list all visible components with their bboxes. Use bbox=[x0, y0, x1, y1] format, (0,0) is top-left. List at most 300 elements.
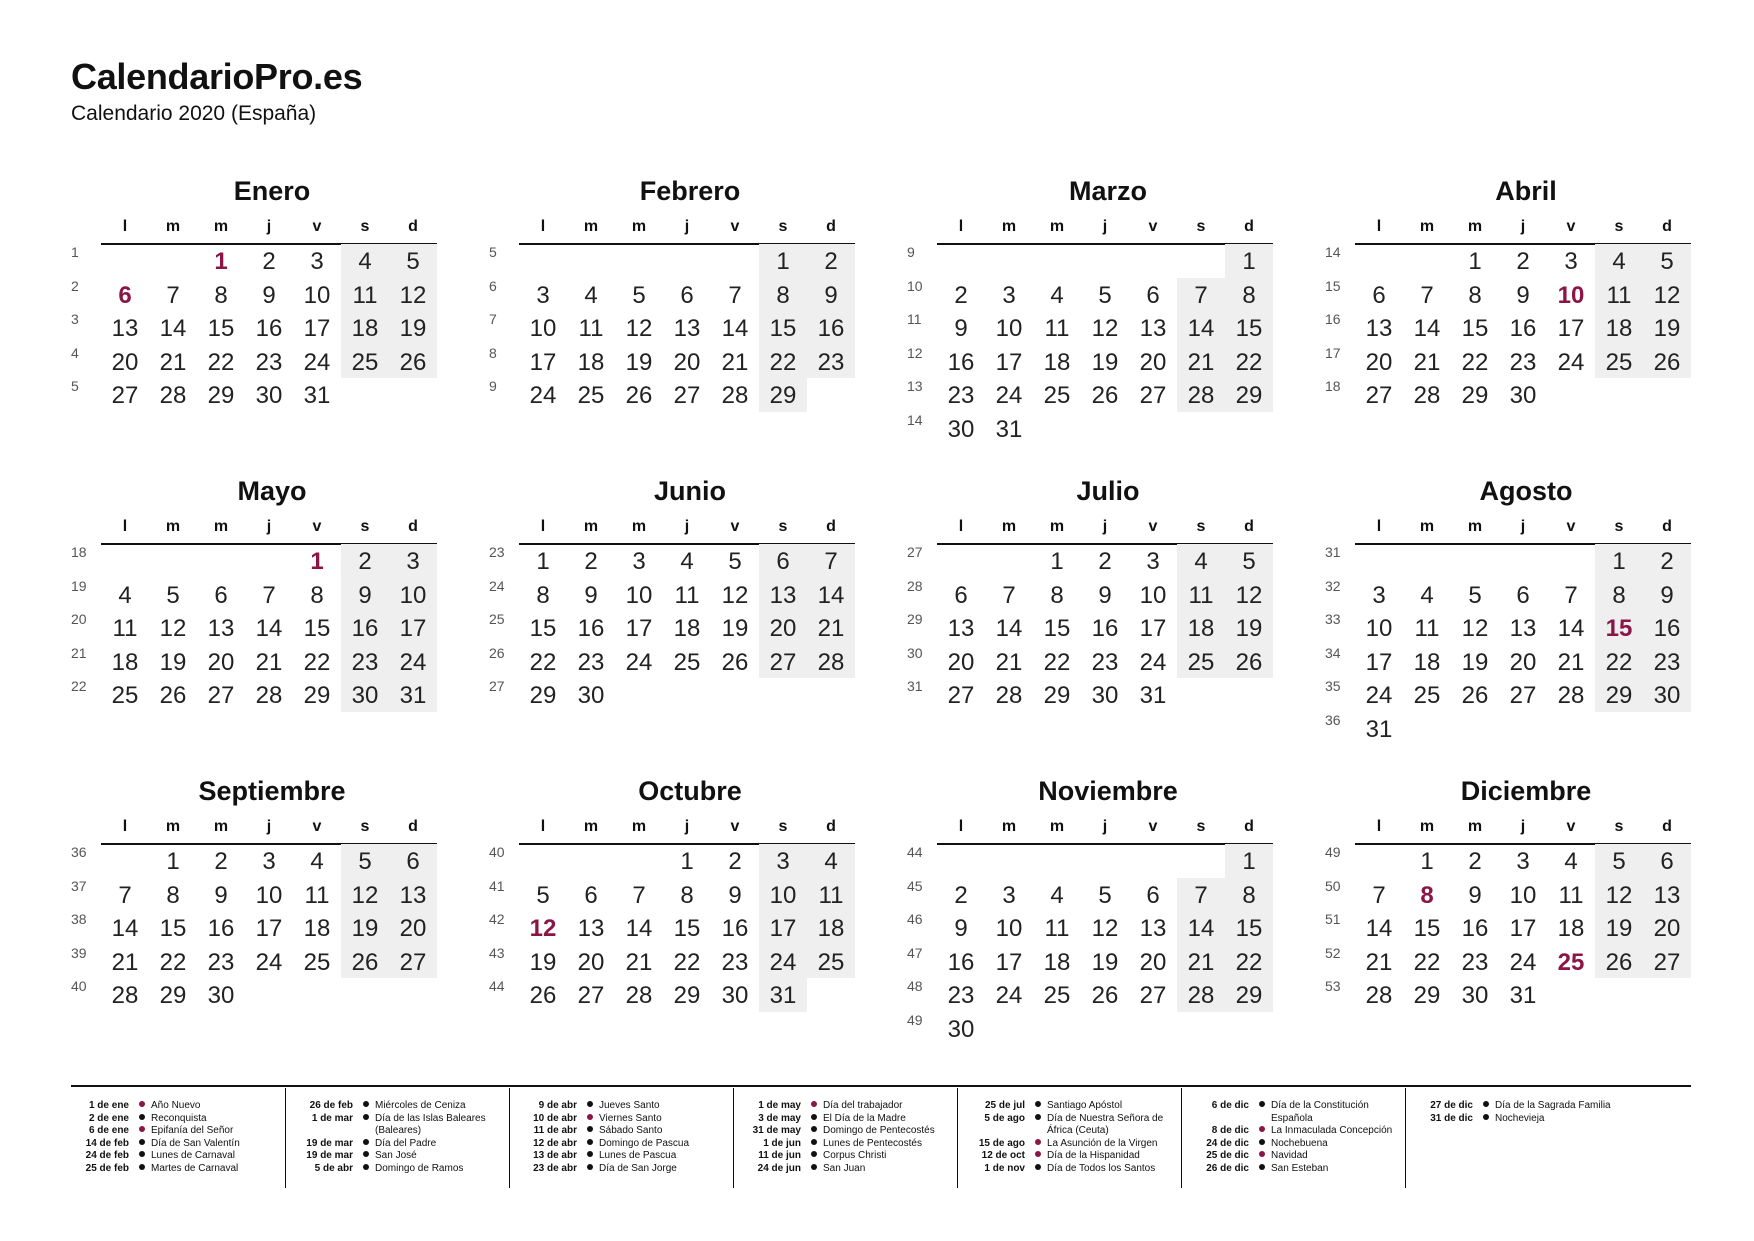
day-cell[interactable]: 10 bbox=[995, 315, 1023, 342]
day-cell[interactable]: 14 bbox=[721, 315, 749, 342]
day-cell[interactable]: 2 bbox=[954, 281, 968, 309]
day-cell[interactable]: 5 bbox=[1242, 548, 1256, 575]
day-cell[interactable]: 9 bbox=[728, 881, 742, 909]
day-cell[interactable]: 13 bbox=[1365, 315, 1393, 342]
day-cell[interactable]: 15 bbox=[769, 315, 797, 342]
day-cell[interactable]: 20 bbox=[947, 648, 975, 676]
day-cell[interactable]: 19 bbox=[159, 648, 187, 676]
day-cell[interactable]: 20 bbox=[1139, 948, 1167, 976]
day-cell[interactable]: 25 bbox=[303, 948, 331, 976]
day-cell[interactable]: 2 bbox=[728, 848, 742, 875]
day-cell[interactable]: 12 bbox=[1091, 915, 1119, 942]
day-cell[interactable]: 27 bbox=[769, 648, 797, 676]
day-cell[interactable]: 4 bbox=[1050, 281, 1064, 309]
day-cell[interactable]: 16 bbox=[1653, 615, 1681, 642]
day-cell[interactable]: 24 bbox=[769, 948, 797, 976]
day-cell[interactable]: 7 bbox=[1002, 581, 1016, 609]
day-cell[interactable]: 14 bbox=[1187, 915, 1215, 942]
day-cell[interactable]: 14 bbox=[255, 615, 283, 642]
day-cell[interactable]: 8 bbox=[1242, 881, 1256, 909]
day-cell[interactable]: 25 bbox=[577, 382, 605, 409]
day-cell[interactable]: 4 bbox=[118, 581, 132, 609]
day-cell[interactable]: 27 bbox=[577, 982, 605, 1009]
day-cell[interactable]: 28 bbox=[159, 382, 187, 409]
day-cell[interactable]: 26 bbox=[1235, 648, 1263, 676]
day-cell[interactable]: 6 bbox=[1146, 281, 1160, 309]
day-cell[interactable]: 12 bbox=[1605, 881, 1633, 909]
day-cell[interactable]: 1 bbox=[1612, 548, 1626, 575]
day-cell[interactable]: 10 bbox=[769, 881, 797, 909]
day-cell[interactable]: 11 bbox=[1044, 915, 1070, 942]
day-cell[interactable]: 13 bbox=[673, 315, 701, 342]
day-cell[interactable]: 4 bbox=[680, 548, 694, 575]
day-cell[interactable]: 15 bbox=[1235, 315, 1263, 342]
day-cell[interactable]: 19 bbox=[399, 315, 427, 342]
day-cell[interactable]: 22 bbox=[1235, 348, 1263, 376]
day-cell[interactable]: 20 bbox=[1653, 915, 1681, 942]
day-cell[interactable]: 13 bbox=[947, 615, 975, 642]
day-cell[interactable]: 18 bbox=[111, 648, 139, 676]
day-cell[interactable]: 19 bbox=[625, 348, 653, 376]
day-cell[interactable]: 12 bbox=[1235, 581, 1263, 609]
day-cell[interactable]: 17 bbox=[995, 348, 1023, 376]
day-cell[interactable]: 24 bbox=[399, 648, 427, 676]
day-cell[interactable]: 5 bbox=[406, 248, 420, 275]
day-cell[interactable]: 5 bbox=[166, 581, 180, 609]
day-cell[interactable]: 2 bbox=[214, 848, 228, 875]
day-cell[interactable]: 18 bbox=[1557, 915, 1585, 942]
holiday-day[interactable]: 10 bbox=[1557, 281, 1585, 309]
day-cell[interactable]: 18 bbox=[1043, 348, 1071, 376]
day-cell[interactable]: 21 bbox=[111, 948, 139, 976]
day-cell[interactable]: 10 bbox=[399, 581, 427, 609]
day-cell[interactable]: 17 bbox=[995, 948, 1023, 976]
day-cell[interactable]: 10 bbox=[529, 315, 557, 342]
day-cell[interactable]: 25 bbox=[673, 648, 701, 676]
day-cell[interactable]: 7 bbox=[1194, 281, 1208, 309]
day-cell[interactable]: 3 bbox=[776, 848, 790, 875]
holiday-day[interactable]: 8 bbox=[1420, 881, 1434, 909]
day-cell[interactable]: 20 bbox=[399, 915, 427, 942]
day-cell[interactable]: 24 bbox=[255, 948, 283, 976]
day-cell[interactable]: 18 bbox=[351, 315, 379, 342]
day-cell[interactable]: 18 bbox=[1187, 615, 1215, 642]
day-cell[interactable]: 8 bbox=[310, 581, 324, 609]
day-cell[interactable]: 2 bbox=[584, 548, 598, 575]
day-cell[interactable]: 22 bbox=[1413, 948, 1441, 976]
day-cell[interactable]: 16 bbox=[1461, 915, 1489, 942]
day-cell[interactable]: 10 bbox=[1509, 881, 1537, 909]
day-cell[interactable]: 13 bbox=[577, 915, 605, 942]
day-cell[interactable]: 25 bbox=[817, 948, 845, 976]
day-cell[interactable]: 28 bbox=[721, 382, 749, 409]
day-cell[interactable]: 23 bbox=[1091, 648, 1119, 676]
holiday-day[interactable]: 1 bbox=[310, 548, 324, 575]
day-cell[interactable]: 8 bbox=[1242, 281, 1256, 309]
day-cell[interactable]: 2 bbox=[824, 248, 838, 275]
day-cell[interactable]: 29 bbox=[529, 682, 557, 709]
day-cell[interactable]: 9 bbox=[1468, 881, 1482, 909]
day-cell[interactable]: 18 bbox=[303, 915, 331, 942]
day-cell[interactable]: 22 bbox=[1461, 348, 1489, 376]
day-cell[interactable]: 14 bbox=[1365, 915, 1393, 942]
day-cell[interactable]: 26 bbox=[721, 648, 749, 676]
day-cell[interactable]: 29 bbox=[303, 682, 331, 709]
day-cell[interactable]: 1 bbox=[776, 248, 790, 275]
day-cell[interactable]: 30 bbox=[207, 982, 235, 1009]
day-cell[interactable]: 22 bbox=[207, 348, 235, 376]
day-cell[interactable]: 15 bbox=[1235, 915, 1263, 942]
day-cell[interactable]: 14 bbox=[159, 315, 187, 342]
day-cell[interactable]: 28 bbox=[1557, 682, 1585, 709]
day-cell[interactable]: 25 bbox=[1043, 982, 1071, 1009]
day-cell[interactable]: 21 bbox=[159, 348, 187, 376]
day-cell[interactable]: 29 bbox=[1461, 382, 1489, 409]
day-cell[interactable]: 24 bbox=[1557, 348, 1585, 376]
day-cell[interactable]: 30 bbox=[1461, 982, 1489, 1009]
day-cell[interactable]: 27 bbox=[399, 948, 427, 976]
day-cell[interactable]: 4 bbox=[358, 248, 372, 275]
day-cell[interactable]: 11 bbox=[1044, 315, 1070, 342]
day-cell[interactable]: 20 bbox=[673, 348, 701, 376]
day-cell[interactable]: 3 bbox=[1002, 881, 1016, 909]
day-cell[interactable]: 6 bbox=[680, 281, 694, 309]
day-cell[interactable]: 8 bbox=[214, 281, 228, 309]
day-cell[interactable]: 12 bbox=[351, 881, 379, 909]
day-cell[interactable]: 7 bbox=[262, 581, 276, 609]
day-cell[interactable]: 29 bbox=[769, 382, 797, 409]
day-cell[interactable]: 3 bbox=[632, 548, 646, 575]
day-cell[interactable]: 4 bbox=[310, 848, 324, 875]
day-cell[interactable]: 7 bbox=[824, 548, 838, 575]
day-cell[interactable]: 20 bbox=[1365, 348, 1393, 376]
day-cell[interactable]: 17 bbox=[255, 915, 283, 942]
day-cell[interactable]: 17 bbox=[1509, 915, 1537, 942]
day-cell[interactable]: 4 bbox=[1194, 548, 1208, 575]
day-cell[interactable]: 26 bbox=[1605, 948, 1633, 976]
day-cell[interactable]: 19 bbox=[1605, 915, 1633, 942]
day-cell[interactable]: 22 bbox=[159, 948, 187, 976]
day-cell[interactable]: 15 bbox=[159, 915, 187, 942]
day-cell[interactable]: 21 bbox=[721, 348, 749, 376]
day-cell[interactable]: 14 bbox=[111, 915, 139, 942]
day-cell[interactable]: 14 bbox=[1187, 315, 1215, 342]
day-cell[interactable]: 10 bbox=[1365, 615, 1393, 642]
day-cell[interactable]: 24 bbox=[625, 648, 653, 676]
day-cell[interactable]: 25 bbox=[351, 348, 379, 376]
day-cell[interactable]: 4 bbox=[1612, 248, 1626, 275]
day-cell[interactable]: 10 bbox=[1139, 581, 1167, 609]
day-cell[interactable]: 30 bbox=[721, 982, 749, 1009]
day-cell[interactable]: 28 bbox=[1187, 982, 1215, 1009]
day-cell[interactable]: 3 bbox=[310, 248, 324, 275]
day-cell[interactable]: 21 bbox=[625, 948, 653, 976]
day-cell[interactable]: 29 bbox=[207, 382, 235, 409]
day-cell[interactable]: 12 bbox=[625, 315, 653, 342]
day-cell[interactable]: 22 bbox=[1605, 648, 1633, 676]
day-cell[interactable]: 16 bbox=[1509, 315, 1537, 342]
day-cell[interactable]: 21 bbox=[995, 648, 1023, 676]
day-cell[interactable]: 3 bbox=[262, 848, 276, 875]
day-cell[interactable]: 8 bbox=[1050, 581, 1064, 609]
day-cell[interactable]: 23 bbox=[207, 948, 235, 976]
day-cell[interactable]: 16 bbox=[947, 948, 975, 976]
day-cell[interactable]: 22 bbox=[303, 648, 331, 676]
day-cell[interactable]: 23 bbox=[577, 648, 605, 676]
day-cell[interactable]: 19 bbox=[351, 915, 379, 942]
day-cell[interactable]: 29 bbox=[1413, 982, 1441, 1009]
day-cell[interactable]: 15 bbox=[303, 615, 331, 642]
day-cell[interactable]: 1 bbox=[1468, 248, 1482, 275]
day-cell[interactable]: 29 bbox=[1043, 682, 1071, 709]
day-cell[interactable]: 2 bbox=[262, 248, 276, 275]
day-cell[interactable]: 8 bbox=[1612, 581, 1626, 609]
day-cell[interactable]: 24 bbox=[1139, 648, 1167, 676]
day-cell[interactable]: 26 bbox=[1091, 382, 1119, 409]
day-cell[interactable]: 26 bbox=[1461, 682, 1489, 709]
day-cell[interactable]: 13 bbox=[1139, 315, 1167, 342]
day-cell[interactable]: 13 bbox=[111, 315, 139, 342]
day-cell[interactable]: 13 bbox=[769, 581, 797, 609]
day-cell[interactable]: 29 bbox=[1235, 382, 1263, 409]
day-cell[interactable]: 17 bbox=[1557, 315, 1585, 342]
day-cell[interactable]: 26 bbox=[399, 348, 427, 376]
day-cell[interactable]: 7 bbox=[1420, 281, 1434, 309]
day-cell[interactable]: 22 bbox=[769, 348, 797, 376]
day-cell[interactable]: 19 bbox=[1235, 615, 1263, 642]
day-cell[interactable]: 30 bbox=[1653, 682, 1681, 709]
day-cell[interactable]: 17 bbox=[1365, 648, 1393, 676]
day-cell[interactable]: 6 bbox=[1372, 281, 1386, 309]
day-cell[interactable]: 6 bbox=[584, 881, 598, 909]
day-cell[interactable]: 9 bbox=[262, 281, 276, 309]
day-cell[interactable]: 6 bbox=[776, 548, 790, 575]
day-cell[interactable]: 23 bbox=[255, 348, 283, 376]
day-cell[interactable]: 19 bbox=[721, 615, 749, 642]
day-cell[interactable]: 11 bbox=[304, 881, 330, 909]
day-cell[interactable]: 11 bbox=[1606, 281, 1632, 309]
day-cell[interactable]: 1 bbox=[1420, 848, 1434, 875]
day-cell[interactable]: 30 bbox=[255, 382, 283, 409]
day-cell[interactable]: 24 bbox=[995, 382, 1023, 409]
day-cell[interactable]: 16 bbox=[817, 315, 845, 342]
day-cell[interactable]: 27 bbox=[947, 682, 975, 709]
day-cell[interactable]: 2 bbox=[954, 881, 968, 909]
day-cell[interactable]: 22 bbox=[1235, 948, 1263, 976]
day-cell[interactable]: 25 bbox=[1187, 648, 1215, 676]
day-cell[interactable]: 2 bbox=[1660, 548, 1674, 575]
day-cell[interactable]: 2 bbox=[1468, 848, 1482, 875]
day-cell[interactable]: 18 bbox=[1413, 648, 1441, 676]
day-cell[interactable]: 21 bbox=[1187, 348, 1215, 376]
day-cell[interactable]: 19 bbox=[1091, 348, 1119, 376]
day-cell[interactable]: 31 bbox=[769, 982, 797, 1009]
day-cell[interactable]: 9 bbox=[1098, 581, 1112, 609]
day-cell[interactable]: 17 bbox=[303, 315, 331, 342]
day-cell[interactable]: 22 bbox=[529, 648, 557, 676]
day-cell[interactable]: 1 bbox=[1050, 548, 1064, 575]
day-cell[interactable]: 3 bbox=[536, 281, 550, 309]
day-cell[interactable]: 9 bbox=[584, 581, 598, 609]
day-cell[interactable]: 31 bbox=[1509, 982, 1537, 1009]
day-cell[interactable]: 10 bbox=[303, 281, 331, 309]
day-cell[interactable]: 21 bbox=[1557, 648, 1585, 676]
day-cell[interactable]: 5 bbox=[1612, 848, 1626, 875]
day-cell[interactable]: 13 bbox=[1653, 881, 1681, 909]
day-cell[interactable]: 9 bbox=[1516, 281, 1530, 309]
day-cell[interactable]: 11 bbox=[578, 315, 604, 342]
day-cell[interactable]: 11 bbox=[818, 881, 844, 909]
day-cell[interactable]: 26 bbox=[529, 982, 557, 1009]
holiday-day[interactable]: 1 bbox=[214, 248, 228, 275]
day-cell[interactable]: 4 bbox=[1420, 581, 1434, 609]
day-cell[interactable]: 12 bbox=[399, 281, 427, 309]
day-cell[interactable]: 13 bbox=[399, 881, 427, 909]
day-cell[interactable]: 16 bbox=[207, 915, 235, 942]
day-cell[interactable]: 28 bbox=[111, 982, 139, 1009]
day-cell[interactable]: 13 bbox=[1139, 915, 1167, 942]
day-cell[interactable]: 22 bbox=[1043, 648, 1071, 676]
day-cell[interactable]: 26 bbox=[351, 948, 379, 976]
day-cell[interactable]: 20 bbox=[1509, 648, 1537, 676]
day-cell[interactable]: 24 bbox=[1365, 682, 1393, 709]
day-cell[interactable]: 4 bbox=[824, 848, 838, 875]
day-cell[interactable]: 2 bbox=[1516, 248, 1530, 275]
day-cell[interactable]: 26 bbox=[625, 382, 653, 409]
day-cell[interactable]: 7 bbox=[1194, 881, 1208, 909]
day-cell[interactable]: 6 bbox=[1146, 881, 1160, 909]
day-cell[interactable]: 7 bbox=[728, 281, 742, 309]
day-cell[interactable]: 21 bbox=[1413, 348, 1441, 376]
day-cell[interactable]: 11 bbox=[1188, 581, 1214, 609]
holiday-day[interactable]: 6 bbox=[118, 281, 132, 309]
day-cell[interactable]: 15 bbox=[673, 915, 701, 942]
day-cell[interactable]: 30 bbox=[947, 415, 975, 443]
day-cell[interactable]: 24 bbox=[995, 982, 1023, 1009]
day-cell[interactable]: 31 bbox=[1365, 715, 1393, 743]
day-cell[interactable]: 10 bbox=[995, 915, 1023, 942]
day-cell[interactable]: 27 bbox=[1365, 382, 1393, 409]
day-cell[interactable]: 3 bbox=[1146, 548, 1160, 575]
day-cell[interactable]: 28 bbox=[625, 982, 653, 1009]
day-cell[interactable]: 26 bbox=[1091, 982, 1119, 1009]
day-cell[interactable]: 12 bbox=[1653, 281, 1681, 309]
day-cell[interactable]: 22 bbox=[673, 948, 701, 976]
day-cell[interactable]: 14 bbox=[1557, 615, 1585, 642]
day-cell[interactable]: 30 bbox=[1509, 382, 1537, 409]
day-cell[interactable]: 26 bbox=[1653, 348, 1681, 376]
day-cell[interactable]: 16 bbox=[351, 615, 379, 642]
day-cell[interactable]: 17 bbox=[1139, 615, 1167, 642]
day-cell[interactable]: 8 bbox=[680, 881, 694, 909]
day-cell[interactable]: 28 bbox=[817, 648, 845, 676]
day-cell[interactable]: 23 bbox=[947, 982, 975, 1009]
day-cell[interactable]: 12 bbox=[159, 615, 187, 642]
day-cell[interactable]: 19 bbox=[529, 948, 557, 976]
day-cell[interactable]: 3 bbox=[1564, 248, 1578, 275]
day-cell[interactable]: 5 bbox=[728, 548, 742, 575]
day-cell[interactable]: 2 bbox=[358, 548, 372, 575]
day-cell[interactable]: 30 bbox=[351, 682, 379, 709]
day-cell[interactable]: 3 bbox=[1002, 281, 1016, 309]
day-cell[interactable]: 31 bbox=[399, 682, 427, 709]
day-cell[interactable]: 23 bbox=[1461, 948, 1489, 976]
day-cell[interactable]: 5 bbox=[536, 881, 550, 909]
day-cell[interactable]: 23 bbox=[721, 948, 749, 976]
day-cell[interactable]: 11 bbox=[1558, 881, 1584, 909]
day-cell[interactable]: 19 bbox=[1091, 948, 1119, 976]
day-cell[interactable]: 15 bbox=[207, 315, 235, 342]
day-cell[interactable]: 18 bbox=[1605, 315, 1633, 342]
day-cell[interactable]: 7 bbox=[1564, 581, 1578, 609]
day-cell[interactable]: 1 bbox=[1242, 848, 1256, 875]
day-cell[interactable]: 23 bbox=[351, 648, 379, 676]
day-cell[interactable]: 18 bbox=[817, 915, 845, 942]
day-cell[interactable]: 28 bbox=[1365, 982, 1393, 1009]
day-cell[interactable]: 16 bbox=[577, 615, 605, 642]
day-cell[interactable]: 28 bbox=[1413, 382, 1441, 409]
day-cell[interactable]: 28 bbox=[1187, 382, 1215, 409]
day-cell[interactable]: 7 bbox=[1372, 881, 1386, 909]
day-cell[interactable]: 3 bbox=[1372, 581, 1386, 609]
day-cell[interactable]: 9 bbox=[214, 881, 228, 909]
day-cell[interactable]: 11 bbox=[112, 615, 138, 642]
day-cell[interactable]: 1 bbox=[536, 548, 550, 575]
day-cell[interactable]: 8 bbox=[1468, 281, 1482, 309]
day-cell[interactable]: 3 bbox=[406, 548, 420, 575]
day-cell[interactable]: 6 bbox=[214, 581, 228, 609]
day-cell[interactable]: 11 bbox=[674, 581, 700, 609]
day-cell[interactable]: 20 bbox=[1139, 348, 1167, 376]
day-cell[interactable]: 14 bbox=[995, 615, 1023, 642]
day-cell[interactable]: 30 bbox=[577, 682, 605, 709]
day-cell[interactable]: 7 bbox=[632, 881, 646, 909]
day-cell[interactable]: 1 bbox=[1242, 248, 1256, 275]
day-cell[interactable]: 15 bbox=[1043, 615, 1071, 642]
day-cell[interactable]: 31 bbox=[1139, 682, 1167, 709]
day-cell[interactable]: 6 bbox=[1516, 581, 1530, 609]
day-cell[interactable]: 27 bbox=[111, 382, 139, 409]
day-cell[interactable]: 27 bbox=[1509, 682, 1537, 709]
day-cell[interactable]: 21 bbox=[1187, 948, 1215, 976]
day-cell[interactable]: 29 bbox=[1235, 982, 1263, 1009]
day-cell[interactable]: 16 bbox=[721, 915, 749, 942]
day-cell[interactable]: 24 bbox=[303, 348, 331, 376]
day-cell[interactable]: 7 bbox=[166, 281, 180, 309]
day-cell[interactable]: 30 bbox=[1091, 682, 1119, 709]
day-cell[interactable]: 14 bbox=[1413, 315, 1441, 342]
day-cell[interactable]: 20 bbox=[577, 948, 605, 976]
day-cell[interactable]: 11 bbox=[1414, 615, 1440, 642]
day-cell[interactable]: 27 bbox=[207, 682, 235, 709]
day-cell[interactable]: 28 bbox=[255, 682, 283, 709]
day-cell[interactable]: 5 bbox=[632, 281, 646, 309]
day-cell[interactable]: 4 bbox=[1564, 848, 1578, 875]
day-cell[interactable]: 12 bbox=[721, 581, 749, 609]
day-cell[interactable]: 19 bbox=[1461, 648, 1489, 676]
day-cell[interactable]: 14 bbox=[817, 581, 845, 609]
day-cell[interactable]: 9 bbox=[824, 281, 838, 309]
day-cell[interactable]: 28 bbox=[995, 682, 1023, 709]
day-cell[interactable]: 5 bbox=[1660, 248, 1674, 275]
day-cell[interactable]: 25 bbox=[1413, 682, 1441, 709]
day-cell[interactable]: 11 bbox=[352, 281, 378, 309]
day-cell[interactable]: 24 bbox=[529, 382, 557, 409]
day-cell[interactable]: 8 bbox=[166, 881, 180, 909]
day-cell[interactable]: 29 bbox=[673, 982, 701, 1009]
day-cell[interactable]: 9 bbox=[954, 915, 968, 942]
day-cell[interactable]: 15 bbox=[529, 615, 557, 642]
